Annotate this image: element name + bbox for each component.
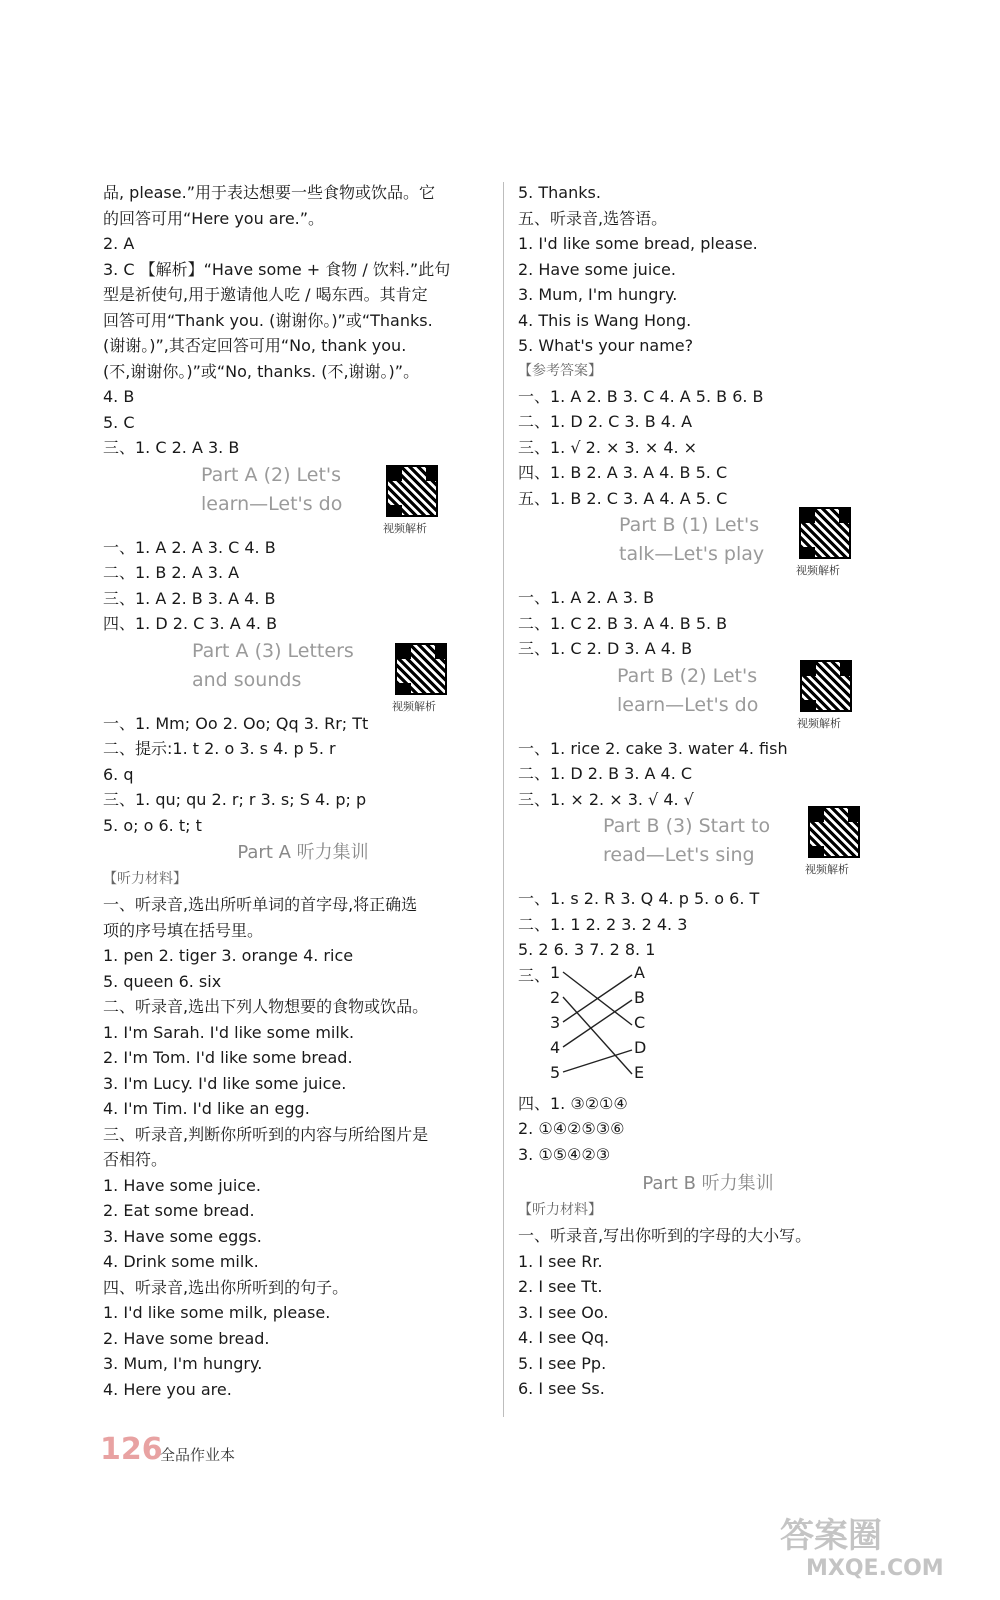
section-part-b-3	[518, 812, 898, 886]
text-line: 4. Here you are.	[103, 1379, 232, 1399]
qr-label: 视频解析	[392, 699, 436, 713]
text-line: 二、1. C 2. B 3. A 4. B 5. B	[518, 613, 728, 633]
answers-tag: 【参考答案】	[518, 362, 602, 379]
text-line: 3. Have some eggs.	[103, 1226, 262, 1246]
text-line: 1. I'm Sarah. I'd like some milk.	[103, 1022, 355, 1042]
text-line: 2. A	[103, 234, 135, 253]
section-part-a-3	[103, 637, 503, 711]
section-title-line1: Part A (2) Let's	[201, 463, 342, 486]
text-line: 一、1. Mm; Oo 2. Oo; Qq 3. Rr; Tt	[103, 713, 369, 733]
text-line: 的回答可用“Here you are.”。	[103, 208, 325, 228]
qr-code-icon[interactable]	[395, 643, 447, 695]
text-line: 2. I see Tt.	[518, 1277, 603, 1296]
text-line: 2. ①④②⑤③⑥	[518, 1119, 625, 1138]
text-line: 3. C 【解析】“Have some + 食物 / 饮料.”此句	[103, 259, 451, 279]
section-title-line2: and sounds	[192, 668, 302, 691]
match-line-5-d	[563, 1050, 632, 1072]
text-line: (谢谢。)”,其否定回答可用“No, thank you.	[103, 336, 407, 355]
text-line: 3. Mum, I'm hungry.	[518, 285, 678, 304]
text-line: 6. q	[103, 764, 134, 784]
text-line: 一、1. rice 2. cake 3. water 4. fish	[518, 738, 788, 758]
text-line: 5. Thanks.	[518, 183, 601, 202]
book-name: 全品作业本	[160, 1446, 236, 1464]
right-answer-lines	[518, 384, 898, 512]
qr-code-icon[interactable]	[386, 465, 438, 517]
text-line: 五、听录音,选答语。	[518, 208, 668, 228]
text-line: 1. I'd like some milk, please.	[103, 1303, 331, 1322]
text-line: 三、1. A 2. B 3. A 4. B	[103, 588, 276, 608]
right-order-lines	[518, 1091, 898, 1168]
text-line: 5. I see Pp.	[518, 1353, 607, 1373]
text-line: 2. Have some juice.	[518, 259, 676, 279]
text-line: 2. Eat some bread.	[103, 1201, 255, 1220]
qr-code-icon[interactable]	[808, 806, 860, 858]
match-right-c: C	[634, 1012, 646, 1032]
qr-code-icon[interactable]	[800, 660, 852, 712]
matching-exercise	[518, 963, 898, 1091]
text-line: 否相符。	[103, 1150, 168, 1169]
section-title-part-b-listening: Part B 听力集训	[642, 1173, 774, 1194]
section-title-line1: Part B (2) Let's	[617, 664, 758, 687]
match-right-a: A	[634, 962, 645, 982]
text-line: 回答可用“Thank you. (谢谢你。)”或“Thanks.	[103, 310, 433, 330]
text-line: 1. I'd like some bread, please.	[518, 234, 758, 253]
match-left-2: 2	[550, 987, 561, 1007]
text-line: 5. C	[103, 412, 135, 432]
section-title-line2: learn—Let's do	[617, 693, 759, 716]
listening-material-tag: 【听力材料】	[518, 1202, 602, 1218]
section-title-line2: learn—Let's do	[201, 492, 343, 515]
text-line: 三、1. qu; qu 2. r; r 3. s; S 4. p; p	[103, 790, 367, 809]
text-line: 三、1. √ 2. × 3. × 4. ×	[518, 437, 698, 457]
text-line: 5. o; o 6. t; t	[103, 815, 202, 835]
matching-lines	[518, 963, 678, 1091]
left-top-lines	[103, 180, 503, 461]
section-part-b-1	[518, 511, 898, 585]
text-line: 二、1. D 2. B 3. A 4. C	[518, 764, 693, 783]
text-line: 型是祈使句,用于邀请他人吃 / 喝东西。其肯定	[103, 285, 428, 304]
text-line: 3. ①⑤④②③	[518, 1144, 611, 1164]
text-line: 四、1. ③②①④	[518, 1093, 628, 1113]
left-s1-lines	[103, 535, 503, 637]
text-line: 一、1. A 2. A 3. C 4. B	[103, 537, 276, 557]
right-s1-lines	[518, 585, 898, 662]
text-line: 一、听录音,选出所听单词的首字母,将正确选	[103, 895, 418, 914]
text-line: 二、1. D 2. C 3. B 4. A	[518, 412, 693, 431]
text-line: 五、1. B 2. C 3. A 4. A 5. C	[518, 488, 728, 508]
text-line: 二、1. B 2. A 3. A	[103, 563, 240, 582]
qr-label: 视频解析	[383, 521, 427, 535]
section-title-line1: Part B (3) Start to	[603, 815, 771, 837]
text-line: 四、听录音,选出你所听到的句子。	[103, 1277, 349, 1297]
match-line-4-b	[563, 1000, 632, 1047]
match-left-4: 4	[550, 1037, 561, 1057]
text-line: 三、听录音,判断你所听到的内容与所给图片是	[103, 1124, 429, 1144]
text-line: 一、听录音,写出你听到的字母的大小写。	[518, 1226, 812, 1245]
left-s2-lines	[103, 711, 503, 839]
text-line: (不,谢谢你。)”或“No, thanks. (不,谢谢。)”。	[103, 361, 420, 381]
text-line: 2. I'm Tom. I'd like some bread.	[103, 1048, 353, 1067]
match-right-d: D	[634, 1037, 647, 1057]
left-column	[103, 180, 503, 1402]
text-line: 项的序号填在括号里。	[103, 920, 264, 940]
text-line: 1. I see Rr.	[518, 1251, 603, 1271]
text-line: 1. Have some juice.	[103, 1175, 261, 1195]
qr-label: 视频解析	[796, 564, 840, 577]
right-s3-lines	[518, 886, 898, 963]
text-line: 3. I'm Lucy. I'd like some juice.	[103, 1073, 347, 1093]
text-line: 二、提示:1. t 2. o 3. s 4. p 5. r	[103, 739, 336, 758]
match-right-e: E	[634, 1062, 645, 1082]
text-line: 四、1. D 2. C 3. A 4. B	[103, 614, 278, 633]
match-left-1: 1	[550, 962, 561, 982]
text-line: 4. Drink some milk.	[103, 1252, 259, 1271]
text-line: 一、1. A 2. B 3. C 4. A 5. B 6. B	[518, 386, 764, 406]
text-line: 二、听录音,选出下列人物想要的食物或饮品。	[103, 997, 429, 1016]
text-line: 5. 2 6. 3 7. 2 8. 1	[518, 940, 656, 959]
text-line: 一、1. s 2. R 3. Q 4. p 5. o 6. T	[518, 889, 760, 908]
text-line: 三、1. C 2. D 3. A 4. B	[518, 639, 693, 658]
page-number: 126	[100, 1432, 163, 1467]
left-s3-lines	[103, 892, 503, 1402]
match-prefix: 三、	[518, 965, 551, 985]
section-title-part-a-listening: Part A 听力集训	[237, 842, 369, 863]
text-line: 4. This is Wang Hong.	[518, 310, 692, 330]
text-line: 6. I see Ss.	[518, 1379, 605, 1398]
section-title-line2: talk—Let's play	[619, 543, 765, 565]
qr-label: 视频解析	[797, 716, 841, 730]
watermark-url: MXQE.COM	[806, 1556, 944, 1581]
watermark-logo: 答案圈	[780, 1516, 882, 1556]
match-left-3: 3	[550, 1012, 561, 1032]
match-left-5: 5	[550, 1062, 561, 1082]
column-divider	[503, 182, 504, 1417]
text-line: 5. queen 6. six	[103, 971, 222, 991]
qr-code-icon[interactable]	[799, 507, 851, 559]
text-line: 1. pen 2. tiger 3. orange 4. rice	[103, 946, 354, 965]
text-line: 5. What's your name?	[518, 336, 694, 355]
right-s2-lines	[518, 736, 898, 813]
right-top-lines	[518, 180, 898, 359]
section-title-line2: read—Let's sing	[603, 844, 755, 866]
text-line: 品, please.”用于表达想要一些食物或饮品。它	[103, 183, 435, 202]
text-line: 四、1. B 2. A 3. A 4. B 5. C	[518, 463, 728, 482]
match-right-b: B	[634, 987, 645, 1007]
section-title-line1: Part B (1) Let's	[619, 514, 760, 536]
text-line: 4. I see Qq.	[518, 1328, 610, 1347]
text-line: 三、1. C 2. A 3. B	[103, 438, 240, 457]
text-line: 一、1. A 2. A 3. B	[518, 588, 655, 607]
text-line: 2. Have some bread.	[103, 1328, 270, 1348]
text-line: 3. Mum, I'm hungry.	[103, 1354, 263, 1373]
section-part-b-2	[518, 662, 898, 736]
right-column	[518, 180, 898, 1402]
qr-label: 视频解析	[805, 863, 849, 876]
text-line: 4. I'm Tim. I'd like an egg.	[103, 1099, 310, 1118]
match-line-2-e	[563, 997, 632, 1074]
text-line: 3. I see Oo.	[518, 1302, 609, 1322]
right-s4-lines	[518, 1223, 898, 1402]
match-line-3-a	[563, 975, 632, 1022]
text-line: 4. B	[103, 387, 135, 406]
text-line: 二、1. 1 2. 2 3. 2 4. 3	[518, 914, 688, 934]
section-part-a-2	[103, 461, 503, 535]
section-title-line1: Part A (3) Letters	[192, 639, 354, 662]
text-line: 三、1. × 2. × 3. √ 4. √	[518, 789, 694, 809]
listening-material-tag: 【听力材料】	[103, 871, 187, 887]
